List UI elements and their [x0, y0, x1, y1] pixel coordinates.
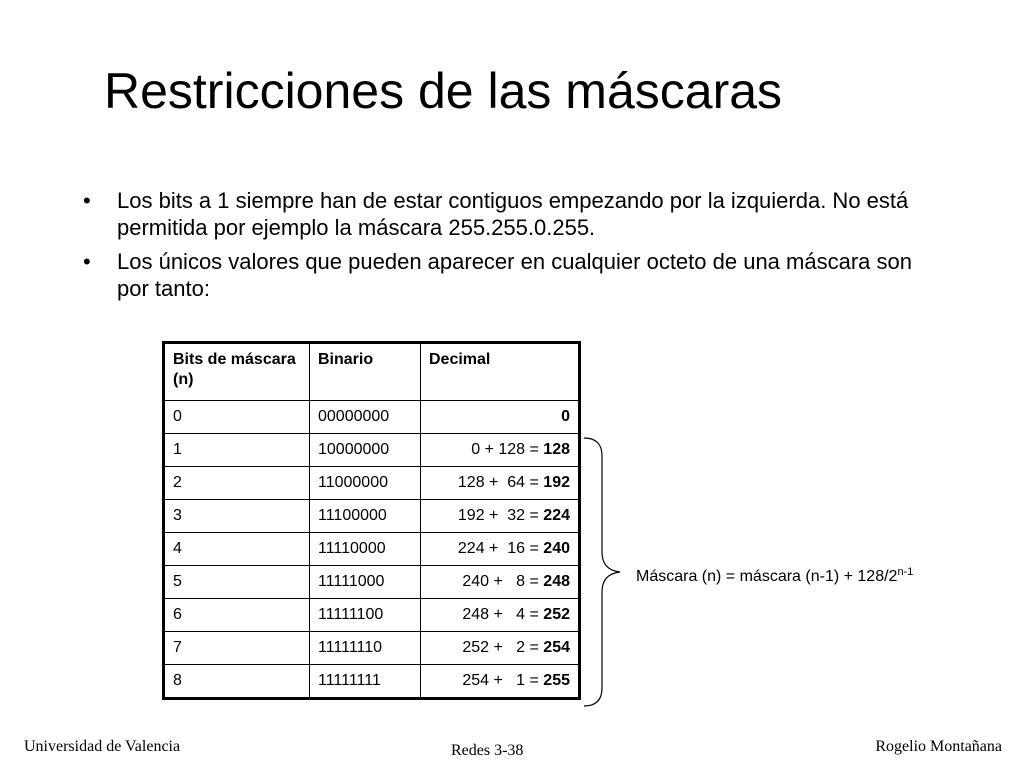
cell-binary: 11111110: [310, 632, 421, 665]
cell-decimal: [421, 533, 580, 566]
cell-decimal: [421, 467, 580, 500]
header-mask-bits: Bits de máscara (n): [164, 343, 310, 401]
bullet-item: [80, 187, 930, 241]
decimal-value: 192: [543, 474, 570, 491]
bullet-item: [80, 248, 930, 302]
table-row: [164, 467, 580, 500]
cell-decimal: [421, 566, 580, 599]
table-row: [164, 599, 580, 632]
cell-binary: 11000000: [310, 467, 421, 500]
decimal-expression: 248 + 4 =: [462, 606, 544, 623]
decimal-value: 240: [543, 540, 570, 557]
table-header-row: [164, 343, 580, 401]
decimal-value: 252: [543, 606, 570, 623]
decimal-expression: 224 + 16 =: [457, 540, 544, 557]
right-curly-brace: [580, 436, 630, 708]
cell-binary: 00000000: [310, 401, 421, 434]
decimal-expression: 240 + 8 =: [462, 573, 544, 590]
bullet-marker: •: [83, 249, 91, 274]
decimal-expression: 0 + 128 =: [471, 441, 544, 458]
cell-binary: 11111100: [310, 599, 421, 632]
slide-title: Restricciones de las máscaras: [104, 63, 783, 119]
cell-decimal: [421, 401, 580, 434]
cell-mask-bits: 5: [164, 566, 310, 599]
bullet-text: Los únicos valores que pueden aparecer en cualquier octeto de una máscara son por tanto:: [117, 249, 912, 301]
cell-mask-bits: 0: [164, 401, 310, 434]
cell-mask-bits: 1: [164, 434, 310, 467]
decimal-value: 254: [543, 639, 570, 656]
table-row: [164, 632, 580, 665]
cell-mask-bits: 8: [164, 665, 310, 699]
decimal-expression: 254 + 1 =: [462, 672, 544, 689]
cell-mask-bits: 4: [164, 533, 310, 566]
decimal-expression: 192 + 32 =: [457, 507, 544, 524]
table-row: [164, 401, 580, 434]
bullet-text: Los bits a 1 siempre han de estar contiguos empezando por la izquierda. No está permitida por ejemplo la máscara 255.255.0.255.: [117, 188, 909, 240]
mask-values-table: [162, 341, 581, 700]
footer-university: Universidad de Valencia: [24, 738, 181, 755]
bullet-marker: •: [83, 188, 91, 213]
cell-mask-bits: 7: [164, 632, 310, 665]
cell-binary: 11110000: [310, 533, 421, 566]
cell-binary: 11111111: [310, 665, 421, 699]
cell-decimal: [421, 500, 580, 533]
mask-formula: [636, 566, 913, 586]
decimal-value: 0: [561, 408, 570, 425]
table-body: [164, 401, 580, 699]
decimal-value: 224: [543, 507, 570, 524]
cell-mask-bits: 3: [164, 500, 310, 533]
cell-mask-bits: 2: [164, 467, 310, 500]
decimal-expression: 128 + 64 =: [457, 474, 544, 491]
cell-binary: 10000000: [310, 434, 421, 467]
footer-slide-number: Redes 3-38: [451, 742, 524, 759]
cell-decimal: [421, 434, 580, 467]
cell-decimal: [421, 599, 580, 632]
decimal-value: 128: [543, 441, 570, 458]
formula-text: Máscara (n) = máscara (n-1) + 128/2: [636, 568, 898, 585]
table-row: [164, 434, 580, 467]
cell-mask-bits: 6: [164, 599, 310, 632]
cell-decimal: [421, 665, 580, 699]
formula-exponent: n-1: [897, 566, 914, 578]
bullet-list: [80, 187, 930, 309]
table-row: [164, 500, 580, 533]
header-decimal: Decimal: [421, 343, 580, 401]
decimal-value: 248: [543, 573, 570, 590]
decimal-value: 255: [543, 672, 570, 689]
table-row: [164, 566, 580, 599]
header-binary: Binario: [310, 343, 421, 401]
decimal-expression: 252 + 2 =: [462, 639, 544, 656]
table-row: [164, 665, 580, 699]
footer-author: Rogelio Montañana: [875, 738, 1002, 755]
cell-decimal: [421, 632, 580, 665]
cell-binary: 11111000: [310, 566, 421, 599]
cell-binary: 11100000: [310, 500, 421, 533]
table-row: [164, 533, 580, 566]
